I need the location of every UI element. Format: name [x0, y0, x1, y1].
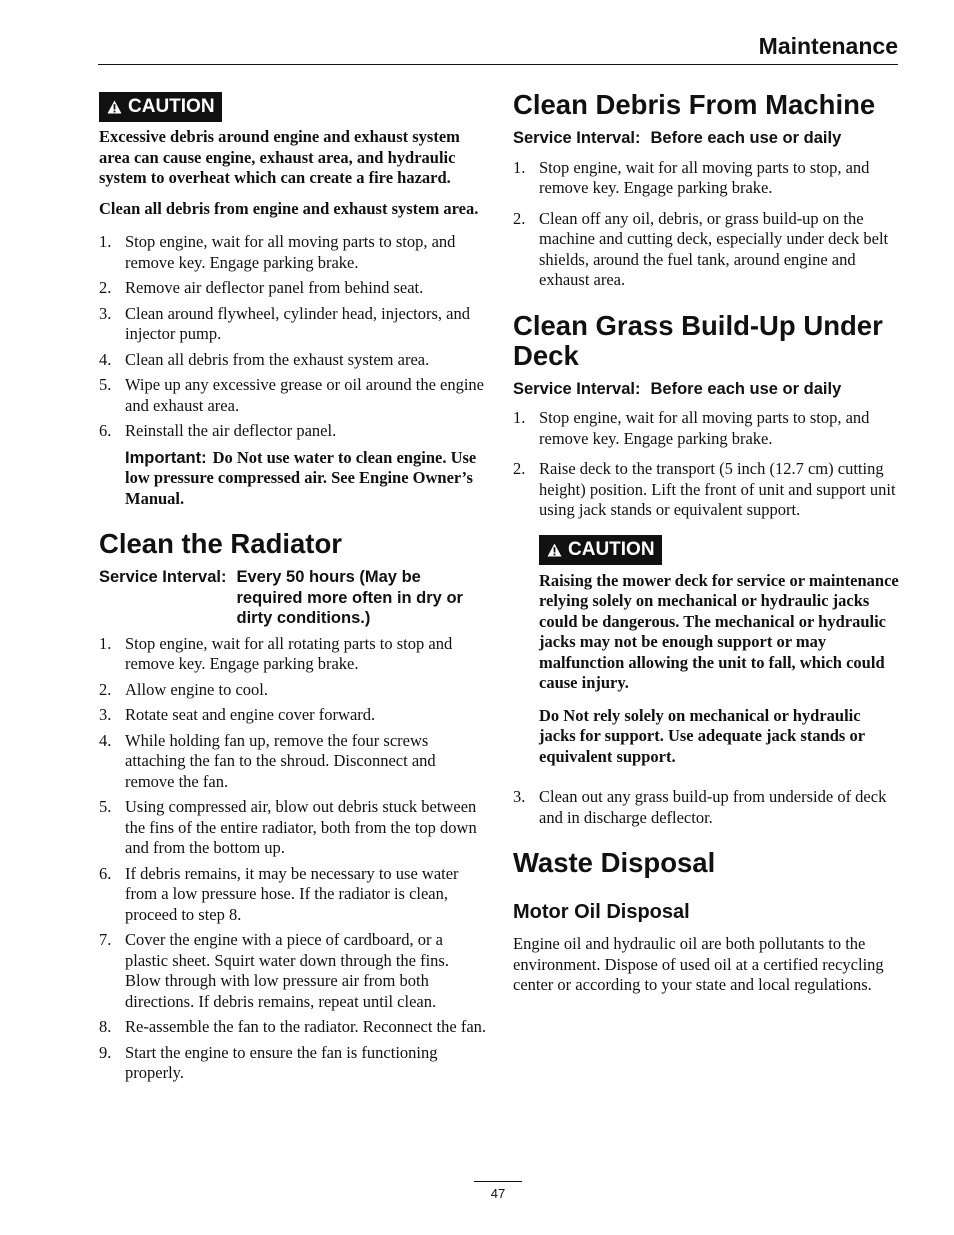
caution-label: CAUTION	[568, 538, 655, 560]
list-item: 5. Wipe up any excessive grease or oil around the engine and exhaust area.	[99, 375, 484, 415]
debris-service-interval: Service Interval: Before each use or daily	[513, 129, 842, 147]
list-item: 3. Clean around flywheel, cylinder head, injectors, and injector pump.	[99, 303, 471, 343]
list-item: 5. Using compressed air, blow out debris stuck between the fins of the entire radiator, both from the top down and from the bottom up.	[99, 797, 477, 857]
debris-steps-list	[99, 232, 487, 442]
caution-badge	[539, 535, 662, 565]
caution-warning-text: Raising the mower deck for service or maintenance relying solely on mechanical or hydraulic jacks could be dangerous. The mechanical or hydraulic jacks may not be enough support or may malfunction allowing the unit to fall, which could cause injury.	[539, 570, 899, 692]
section-title: Maintenance	[758, 33, 898, 59]
header-rule	[98, 64, 898, 65]
list-item: 2. Raise deck to the transport (5 inch (12.7 cm) cutting height) position. Lift the front of unit and support unit using jack stands or equivalent support.	[513, 459, 896, 519]
list-item: 2. Clean off any oil, debris, or grass build-up on the machine and cutting deck, especially under deck belt shields, around the fuel tank, around engine and exhaust area.	[513, 208, 889, 289]
list-item: 3. Rotate seat and engine cover forward.	[99, 705, 376, 724]
list-item: 6. If debris remains, it may be necessary to use water from a low pressure hose. If the radiator is clean, proceed to step 8.	[99, 863, 459, 924]
radiator-heading: Clean the Radiator	[99, 528, 342, 559]
caution-warning-text: Excessive debris around engine and exhaust system area can cause engine, exhaust area, and hydraulic system to overheat which can create a fire hazard.	[99, 127, 460, 187]
caution-label: CAUTION	[128, 96, 215, 117]
list-item: 1. Stop engine, wait for all moving parts to stop, and remove key. Engage parking brake.	[513, 157, 870, 197]
caution-badge	[99, 92, 222, 122]
warning-triangle-icon	[107, 100, 122, 114]
motor-oil-text: Engine oil and hydraulic oil are both pollutants to the environment. Dispose of used oil at a certified recycling center or according to your state and local regulations.	[513, 934, 884, 994]
waste-heading: Waste Disposal	[513, 847, 716, 878]
important-label: Important:	[125, 448, 207, 467]
list-item: 2. Remove air deflector panel from behind seat.	[99, 278, 424, 297]
debris-machine-steps-list	[513, 158, 901, 291]
left-column	[99, 80, 487, 1089]
right-column	[513, 80, 901, 996]
important-text: Do Not use water to clean engine. Use low pressure compressed air. See Engine Owner’s Manual.	[125, 447, 477, 508]
caution-instruction-text: Do Not rely solely on mechanical or hydraulic jacks for support. Use adequate jack stands or equivalent support.	[539, 705, 865, 766]
grass-steps-list	[513, 408, 901, 521]
grass-heading: Clean Grass Build-Up Under Deck	[513, 309, 883, 371]
radiator-steps-list	[99, 634, 487, 1084]
list-item: 6. Reinstall the air deflector panel.	[99, 421, 337, 440]
list-item: 4. Clean all debris from the exhaust system area.	[99, 349, 430, 369]
debris-heading: Clean Debris From Machine	[513, 89, 876, 120]
list-item: 1. Stop engine, wait for all moving parts to stop, and remove key. Engage parking brake.	[513, 408, 870, 448]
important-note	[125, 448, 487, 510]
warning-triangle-icon	[547, 543, 562, 557]
grass-caution-block	[539, 535, 901, 768]
list-item: 3. Clean out any grass build-up from underside of deck and in discharge deflector.	[513, 787, 887, 827]
list-item: 7. Cover the engine with a piece of cardboard, or a plastic sheet. Squirt water down through the fins. Blow through with low pressure air from both directions. If debris remains, repeat until clean.	[99, 930, 449, 1011]
list-item: 4. While holding fan up, remove the four screws attaching the fan to the shroud. Disconnect and remove the fan.	[99, 730, 436, 791]
motor-oil-subheading: Motor Oil Disposal	[513, 901, 690, 923]
grass-service-interval: Service Interval: Before each use or daily	[513, 379, 842, 398]
list-item: 1. Stop engine, wait for all rotating parts to stop and remove key. Engage parking brake.	[99, 633, 453, 673]
list-item: 9. Start the engine to ensure the fan is functioning properly.	[99, 1042, 438, 1082]
radiator-service-interval: Service Interval: Every 50 hours (May be required more often in dry or dirty conditions.)	[99, 568, 463, 627]
list-item: 2. Allow engine to cool.	[99, 679, 268, 699]
list-item: 8. Re-assemble the fan to the radiator. Reconnect the fan.	[99, 1017, 487, 1036]
caution-instruction-text: Clean all debris from engine and exhaust system area.	[99, 198, 479, 218]
page-number: 47	[490, 1186, 506, 1201]
footer-rule	[474, 1181, 522, 1182]
list-item: 1. Stop engine, wait for all moving parts to stop, and remove key. Engage parking brake.	[99, 232, 456, 272]
grass-steps-list-cont	[513, 787, 901, 828]
